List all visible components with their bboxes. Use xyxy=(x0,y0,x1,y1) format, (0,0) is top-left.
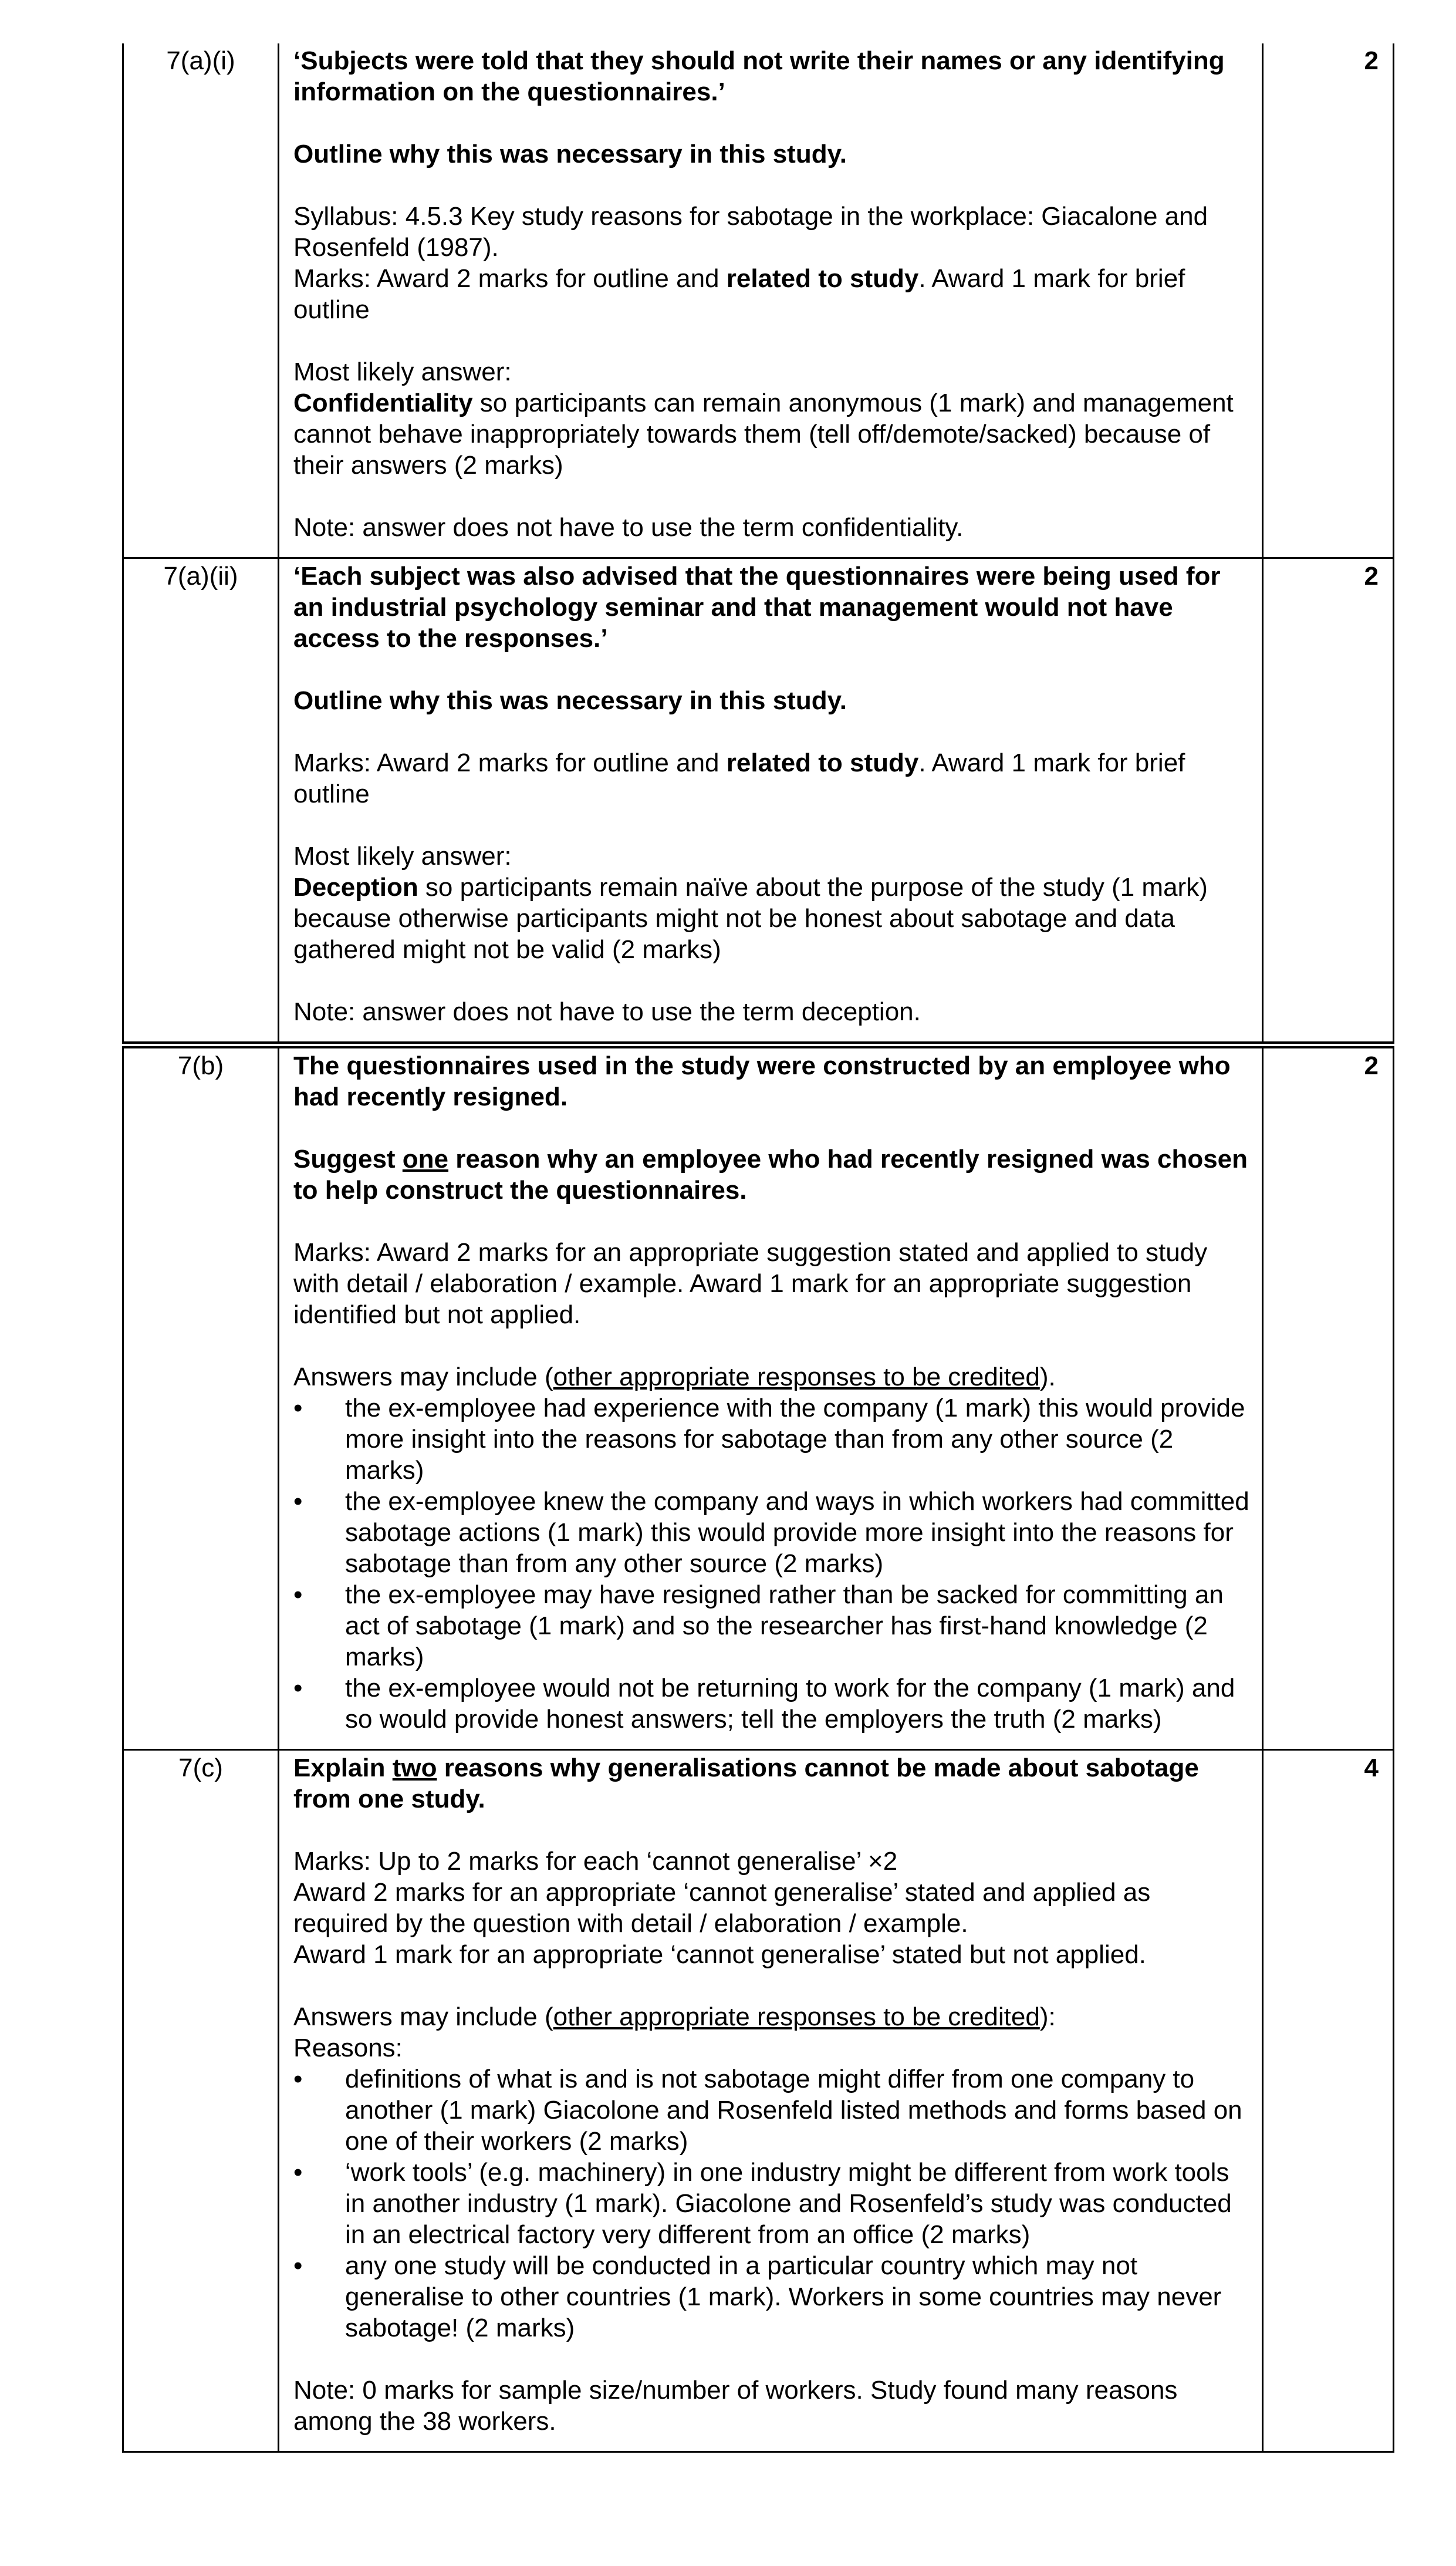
question-quote: ‘Subjects were told that they should not write their names or any identifying information on the questionnaires.’ xyxy=(293,46,1225,106)
marks-value: 2 xyxy=(1263,558,1394,1046)
marks-value: 2 xyxy=(1263,1045,1394,1750)
question-row-7a-i xyxy=(123,43,1394,558)
most-likely-answer: Most likely answer: Deception so participants remain naïve about the purpose of the study (1 mark) because otherwise participants might not be honest about sabotage and data gathered might not be valid (2 marks) xyxy=(293,842,1208,964)
answer-guidance xyxy=(279,43,1263,558)
answer-guidance xyxy=(279,1045,1263,1750)
most-likely-answer: Most likely answer: Confidentiality so participants can remain anonymous (1 mark) and management cannot behave inappropriately towards them (tell off/demote/sacked) because of their answers (2 marks) xyxy=(293,358,1234,480)
marks-guidance: Marks: Up to 2 marks for each ‘cannot generalise’ ×2 Award 2 marks for an appropriate ‘cannot generalise’ stated and applied as required by the question with detail / elaboration / example. Award 1 mark for an appropriate ‘cannot generalise’ stated but not applied. xyxy=(293,1847,1151,1969)
answer-guidance xyxy=(279,558,1263,1046)
syllabus-reference: Syllabus: 4.5.3 Key study reasons for sabotage in the workplace: Giacalone and Rosenfeld (1987). xyxy=(293,202,1208,262)
list-item: • the ex-employee knew the company and ways in which workers had committed sabotage actions (1 mark) this would provide more insight into the reasons for sabotage than from any other source (2 marks) xyxy=(293,1486,1250,1579)
marks-guidance: Marks: Award 2 marks for an appropriate suggestion stated and applied to study with detail / elaboration / example. Award 1 mark for an appropriate suggestion identified but not applied. xyxy=(293,1238,1208,1329)
question-number: 7(b) xyxy=(123,1045,279,1750)
question-row-7b xyxy=(123,1045,1394,1750)
marks-value: 4 xyxy=(1263,1750,1394,2452)
list-item: • definitions of what is and is not sabotage might differ from one company to another (1 mark) Giacolone and Rosenfeld listed methods and forms based on one of their workers (2 marks) xyxy=(293,2063,1250,2157)
question-number: 7(a)(i) xyxy=(123,43,279,558)
list-item: • the ex-employee would not be returning to work for the company (1 mark) and so would provide honest answers; tell the employers the truth (2 marks) xyxy=(293,1673,1250,1735)
question-quote: ‘Each subject was also advised that the questionnaires were being used for an industrial psychology seminar and that management would not have access to the responses.’ xyxy=(293,562,1221,653)
marks-value: 2 xyxy=(1263,43,1394,558)
marks-guidance: Syllabus: 4.5.3 Key study reasons for sabotage in the workplace: Giacalone and Rosenfeld (1987). Marks: Award 2 marks for outline and related to study. Award 1 mark for brief outline xyxy=(293,202,1208,324)
answer-guidance xyxy=(279,1750,1263,2452)
answers-intro: Answers may include (other appropriate responses to be credited): xyxy=(293,2002,1056,2031)
question-prompt: Suggest one reason why an employee who had recently resigned was chosen to help construct the questionnaires. xyxy=(293,1145,1248,1205)
marks-guidance: Marks: Award 2 marks for outline and related to study. Award 1 mark for brief outline xyxy=(293,748,1185,808)
answers-intro: Answers may include (other appropriate responses to be credited). xyxy=(293,1363,1056,1391)
reasons-label: Reasons: xyxy=(293,2034,403,2062)
question-prompt: Explain two reasons why generalisations cannot be made about sabotage from one study. xyxy=(293,1754,1199,1813)
question-stem: The questionnaires used in the study were constructed by an employee who had recently resigned. xyxy=(293,1051,1231,1111)
list-item: • ‘work tools’ (e.g. machinery) in one industry might be different from work tools in another industry (1 mark). Giacolone and Rosenfeld’s study was conducted in an electrical factory very different from an office (2 marks) xyxy=(293,2157,1250,2250)
note: Note: answer does not have to use the term deception. xyxy=(293,997,921,1026)
list-item: • the ex-employee may have resigned rather than be sacked for committing an act of sabotage (1 mark) and so the researcher has first-hand knowledge (2 marks) xyxy=(293,1579,1250,1673)
question-prompt: Outline why this was necessary in this study. xyxy=(293,686,847,715)
list-item: • the ex-employee had experience with the company (1 mark) this would provide more insight into the reasons for sabotage than from any other source (2 marks) xyxy=(293,1392,1250,1486)
list-item: • any one study will be conducted in a particular country which may not generalise to other countries (1 mark). Workers in some countries may never sabotage! (2 marks) xyxy=(293,2250,1250,2344)
mark-scheme-table xyxy=(122,43,1394,2453)
question-number: 7(a)(ii) xyxy=(123,558,279,1046)
question-number: 7(c) xyxy=(123,1750,279,2452)
question-prompt: Outline why this was necessary in this study. xyxy=(293,140,847,168)
answer-bullets xyxy=(293,1392,1250,1735)
answer-bullets xyxy=(293,2063,1250,2344)
question-row-7c xyxy=(123,1750,1394,2452)
question-row-7a-ii xyxy=(123,558,1394,1046)
note: Note: 0 marks for sample size/number of workers. Study found many reasons among the 38 workers. xyxy=(293,2376,1178,2436)
note: Note: answer does not have to use the term confidentiality. xyxy=(293,513,964,542)
